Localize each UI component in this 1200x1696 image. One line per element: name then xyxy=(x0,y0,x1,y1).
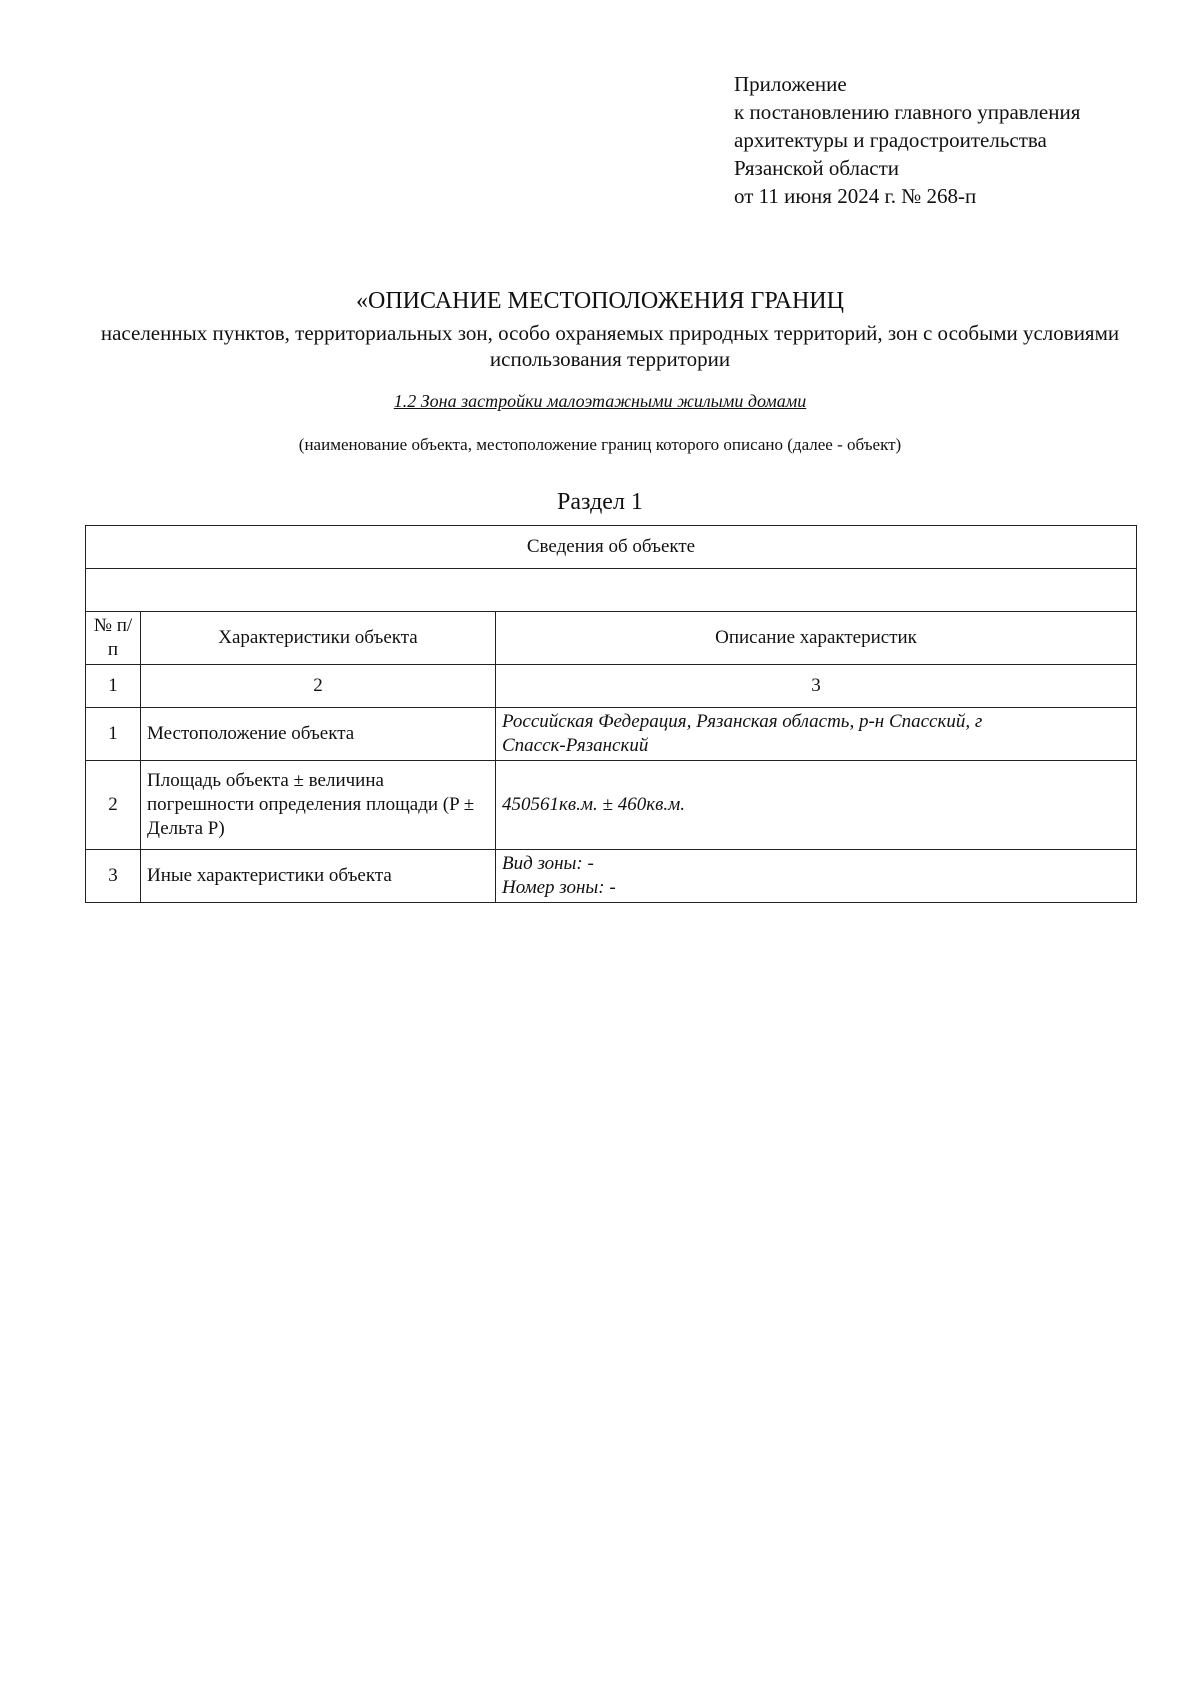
row-characteristic: Иные характеристики объекта xyxy=(141,850,496,903)
appendix-header xyxy=(734,70,1080,210)
appendix-line: архитектуры и градостроительства xyxy=(734,128,1047,152)
table-empty-row xyxy=(86,569,1137,612)
row-characteristic: Площадь объекта ± величина погрешности определения площади (P ± Дельта P) xyxy=(141,761,496,850)
description-line: 450561кв.м. ± 460кв.м. xyxy=(502,794,685,815)
section-title: Раздел 1 xyxy=(557,489,643,515)
description-line: Вид зоны: - xyxy=(502,853,594,874)
row-characteristic: Местоположение объекта xyxy=(141,708,496,761)
table-row xyxy=(86,850,1137,903)
header-num: № п/п xyxy=(86,612,141,665)
table-caption-row xyxy=(86,526,1137,569)
table-header-row xyxy=(86,612,1137,665)
description-line: Спасск-Рязанский xyxy=(502,735,649,756)
row-description xyxy=(496,850,1137,903)
description-line: Номер зоны: - xyxy=(502,877,616,898)
row-num: 1 xyxy=(86,708,141,761)
appendix-line: к постановлению главного управления xyxy=(734,100,1081,124)
object-name-text: 1.2 Зона застройки малоэтажными жилыми домами xyxy=(393,391,807,411)
index-cell: 1 xyxy=(86,665,141,708)
table-index-row xyxy=(86,665,1137,708)
header-description: Описание характеристик xyxy=(496,612,1137,665)
row-description xyxy=(496,761,1137,850)
appendix-line: Приложение xyxy=(734,72,847,96)
object-caption: (наименование объекта, местоположение границ которого описано (далее - объект) xyxy=(298,435,902,454)
document-title: «ОПИСАНИЕ МЕСТОПОЛОЖЕНИЯ ГРАНИЦ xyxy=(356,288,844,314)
appendix-date-line: от 11 июня 2024 г. № 268-п xyxy=(734,184,977,208)
index-cell: 3 xyxy=(496,665,1137,708)
object-name xyxy=(0,390,1200,412)
row-description xyxy=(496,708,1137,761)
appendix-line: Рязанской области xyxy=(734,156,900,180)
row-num: 3 xyxy=(86,850,141,903)
table-caption: Сведения об объекте xyxy=(86,526,1137,569)
description-line: Российская Федерация, Рязанская область, р-н Спасский, г xyxy=(502,711,983,732)
row-num: 2 xyxy=(86,761,141,850)
table-row xyxy=(86,761,1137,850)
header-characteristic: Характеристики объекта xyxy=(141,612,496,665)
document-subtitle: населенных пунктов, территориальных зон, особо охраняемых природных территорий, зон с особыми условиями использования территории xyxy=(100,321,1120,371)
object-info-table xyxy=(85,525,1137,903)
table-row xyxy=(86,708,1137,761)
empty-cell xyxy=(86,569,1137,612)
index-cell: 2 xyxy=(141,665,496,708)
